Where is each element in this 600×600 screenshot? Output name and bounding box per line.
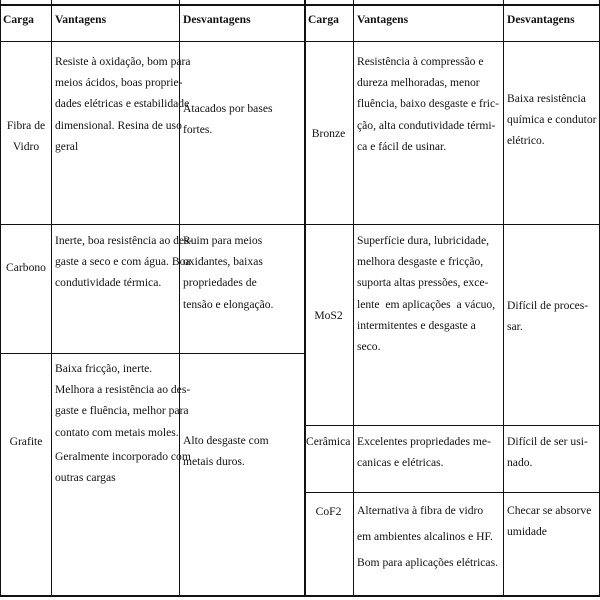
cell-line: Atacados por bases — [183, 102, 273, 115]
cell-line: Alto desgaste com — [183, 434, 269, 447]
desvantagens-cell — [183, 230, 273, 315]
cell-line: Excelentes propriedades me- — [357, 435, 491, 448]
left-bottom-border — [0, 595, 304, 597]
left-top-border — [0, 4, 304, 6]
cell-line: seco. — [357, 340, 381, 354]
desvantagens-cell — [183, 98, 273, 140]
header-vantagens: Vantagens — [357, 13, 409, 26]
cell-line: gaste a seco e com água. Boa — [55, 255, 191, 269]
right-table — [304, 0, 600, 600]
vantagens-cell — [55, 51, 191, 157]
cell-line: dades elétricas e estabilidade — [55, 97, 190, 111]
cell-line: condutividade térmica. — [55, 276, 162, 290]
cell-line: nado. — [507, 456, 533, 470]
header-desvantagens: Desvantagens — [183, 13, 251, 26]
cell-line: Melhora a resistência ao des- — [55, 383, 191, 397]
cell-line: Inerte, boa resistência ao des- — [55, 234, 193, 247]
carga-cell — [304, 226, 353, 406]
carga-cell — [1, 226, 51, 310]
left-row-divider-1 — [0, 224, 304, 225]
right-top-border — [304, 4, 600, 6]
cell-line: Cerâmica — [306, 435, 351, 448]
header-desvantagens: Desvantagens — [507, 13, 575, 26]
cell-line: Difícil de proces- — [507, 299, 589, 312]
cell-line: oxidantes, baixas — [183, 255, 263, 269]
cell-line: dureza melhoradas, menor — [357, 76, 480, 90]
cell-line: contato com metais moles. — [55, 425, 179, 439]
header-vantagens: Vantagens — [55, 13, 107, 26]
cell-line: Carbono — [6, 261, 46, 275]
cell-line: química e condutor — [507, 113, 597, 127]
cell-line: Fibra de — [6, 118, 46, 132]
cell-line: tensão e elongação. — [183, 297, 274, 311]
cell-line: ção, alta condutividade térmi- — [357, 118, 496, 132]
cell-line: Difícil de ser usi- — [507, 435, 588, 448]
cell-line: Baixa fricção, inerte. — [55, 362, 153, 375]
right-bottom-border — [304, 595, 600, 597]
carga-cell — [1, 354, 51, 530]
cell-line: canicas e elétricas. — [357, 456, 444, 470]
cell-line: Geralmente incorporado com — [55, 449, 191, 463]
cell-line: meios ácidos, boas proprie- — [55, 76, 183, 90]
cell-line: Resiste à oxidação, bom para — [55, 55, 191, 68]
header-carga: Carga — [3, 13, 34, 26]
cell-line: umidade — [507, 525, 547, 539]
cell-line: Bronze — [311, 127, 346, 141]
vantagens-cell — [357, 230, 495, 357]
cell-line: lente em aplicações a vácuo, — [357, 297, 496, 311]
cell-line: geral — [55, 139, 79, 153]
cell-line: Bom para aplicações elétricas. — [357, 556, 498, 570]
cell-line: ca e fácil de usinar. — [357, 139, 447, 153]
vantagens-cell — [357, 51, 499, 157]
right-col-divider-2 — [503, 0, 504, 597]
carga-cell — [304, 500, 353, 523]
vantagens-cell — [55, 230, 192, 294]
cell-line: fortes. — [183, 123, 213, 137]
carga-cell — [304, 44, 353, 224]
carga-cell — [1, 48, 51, 224]
vantagens-cell — [357, 500, 498, 574]
cell-line: MoS2 — [314, 309, 343, 323]
cell-line: Baixa resistência — [507, 92, 586, 105]
cell-line: Alternativa à fibra de vidro — [357, 504, 484, 517]
left-header-border — [0, 41, 304, 42]
cell-line: dimensional. Resina de uso — [55, 118, 182, 132]
cell-line: Ruim para meios — [183, 234, 263, 247]
cell-line: em ambientes alcalinos e HF. — [357, 530, 493, 544]
desvantagens-cell — [507, 88, 597, 152]
right-row-divider-1 — [304, 224, 600, 225]
cell-line: sar. — [507, 320, 523, 334]
cell-line: intermitentes e desgaste a — [357, 318, 476, 332]
cell-line: suporta altas pressões, exce- — [357, 276, 489, 290]
cell-line: Resistência à compressão e — [357, 55, 484, 68]
left-col-divider-1 — [51, 0, 52, 597]
right-header-border — [304, 41, 600, 42]
cell-line: fluência, baixo desgaste e fric- — [357, 97, 499, 111]
desvantagens-cell — [183, 430, 269, 472]
cell-line: CoF2 — [315, 504, 342, 518]
desvantagens-cell — [507, 295, 588, 337]
header-carga: Carga — [308, 13, 339, 26]
right-row-divider-2 — [304, 425, 600, 426]
cell-line: Superfície dura, lubricidade, — [357, 234, 489, 247]
right-col-divider-1 — [353, 0, 354, 597]
desvantagens-cell — [507, 431, 588, 473]
cell-line: metais duros. — [183, 455, 245, 469]
cell-line: Grafite — [9, 435, 43, 449]
vantagens-cell — [55, 358, 191, 488]
cell-line: elétrico. — [507, 134, 545, 148]
cell-line: melhora desgaste e fricção, — [357, 255, 484, 269]
carga-cell — [306, 431, 350, 452]
cell-line: outras cargas — [55, 471, 116, 485]
desvantagens-cell — [507, 500, 591, 542]
cell-line: gaste e fluência, melhor para — [55, 404, 189, 418]
cell-line: Vidro — [12, 140, 40, 153]
vantagens-cell — [357, 431, 491, 473]
cell-line: Checar se absorve — [507, 504, 592, 517]
right-row-divider-3 — [304, 492, 600, 493]
cell-line: propriedades de — [183, 276, 257, 290]
